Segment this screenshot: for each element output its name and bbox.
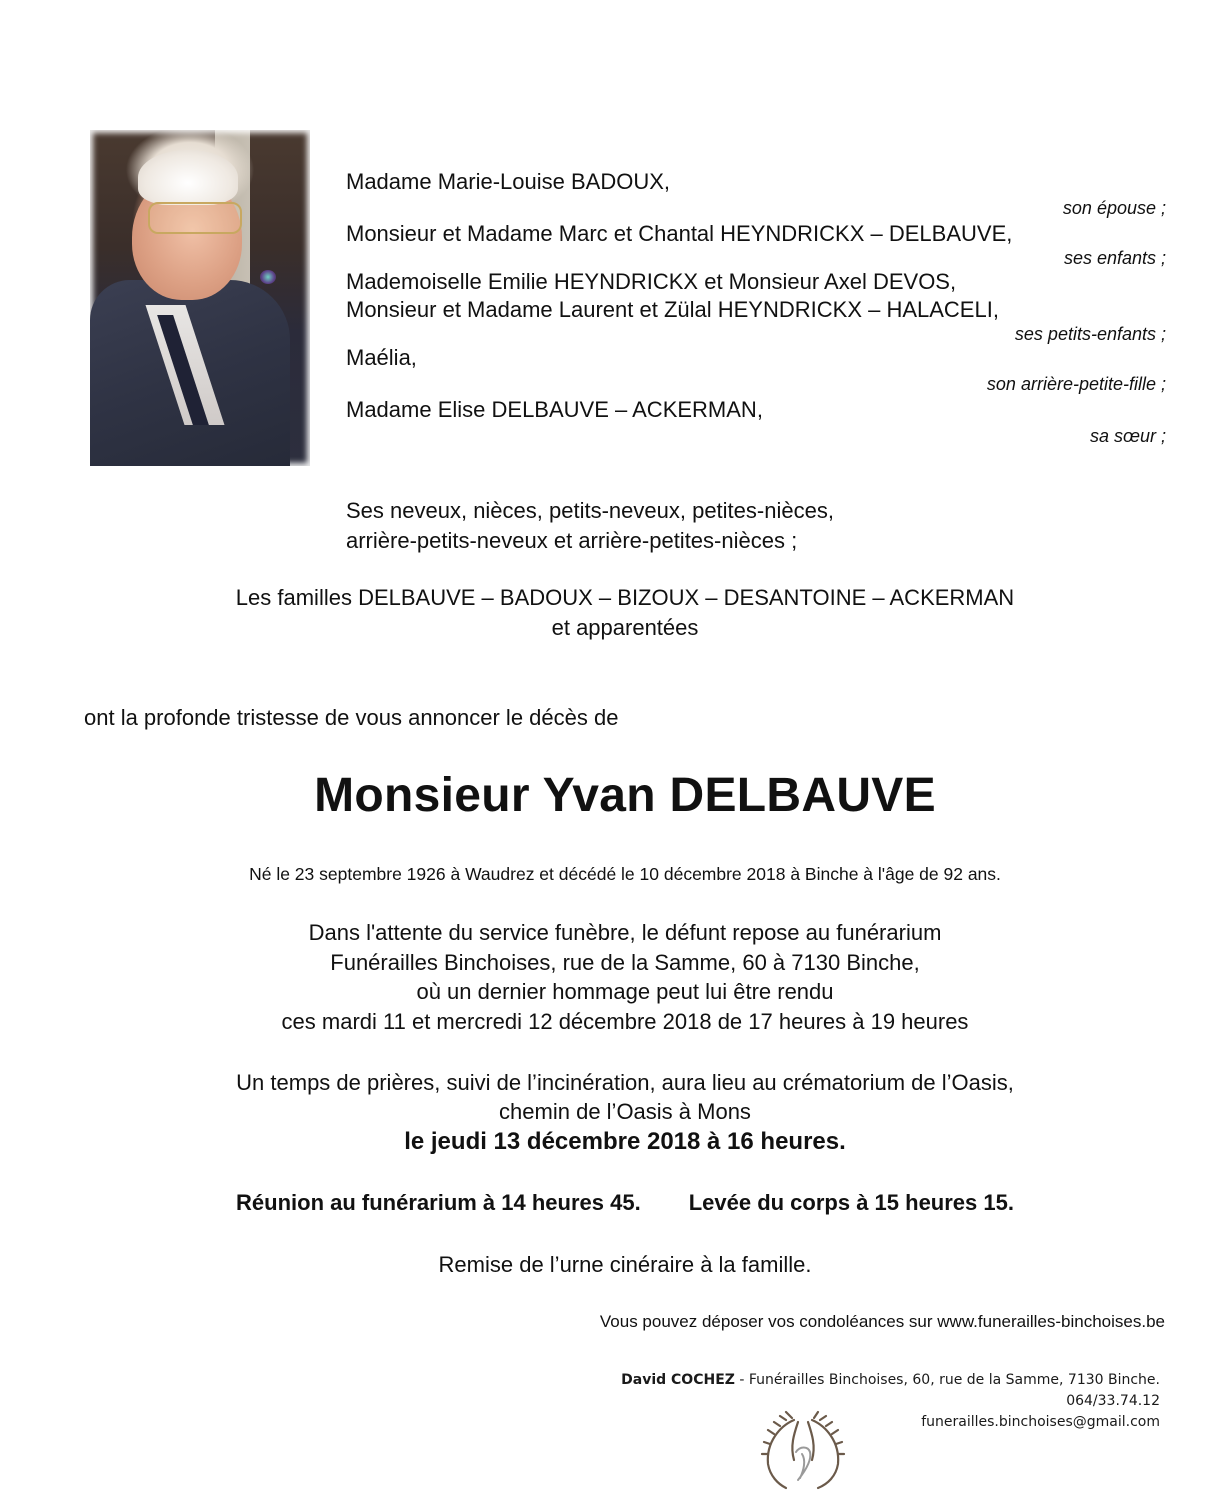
family-member-grandchild-2: Monsieur et Madame Laurent et Zülal HEYNDRICKX – HALACELI, — [346, 297, 999, 322]
funeral-director-contact — [621, 1370, 1160, 1433]
relation-spouse: son épouse ; — [1062, 198, 1166, 218]
visitation-line: ces mardi 11 et mercredi 12 décembre 2018 de 17 heures à 19 heures — [281, 1008, 969, 1034]
nephews-block — [346, 496, 834, 556]
contact-address-line — [621, 1370, 1160, 1391]
director-name: David COCHEZ — [621, 1372, 735, 1388]
contact-phone: 064/33.74.12 — [1066, 1393, 1160, 1409]
families-line: Les familles DELBAUVE – BADOUX – BIZOUX – DESANTOINE – ACKERMAN — [235, 585, 1015, 610]
deceased-portrait — [90, 130, 310, 466]
phoenix-logo-icon — [756, 1408, 848, 1494]
deceased-name: Monsieur Yvan DELBAUVE — [314, 769, 936, 822]
relation-grandchildren: ses petits-enfants ; — [1014, 324, 1166, 344]
announcement-intro: ont la profonde tristesse de vous annoncer le décès de — [84, 705, 619, 730]
director-address: - Funérailles Binchoises, 60, rue de la Samme, 7130 Binche. — [734, 1372, 1160, 1388]
meeting-time: Réunion au funérarium à 14 heures 45. — [236, 1190, 641, 1215]
nephews-line: Ses neveux, nièces, petits-neveux, petites-nièces, — [346, 498, 834, 523]
ceremony-block — [0, 1068, 1214, 1158]
family-member-spouse: Madame Marie-Louise BADOUX, — [346, 169, 671, 194]
logo-right-wing — [812, 1420, 838, 1488]
family-member-grandchild-1: Mademoiselle Emilie HEYNDRICKX et Monsieur Axel DEVOS, — [346, 269, 957, 294]
visitation-line: où un dernier hommage peut lui être rendu — [416, 979, 834, 1004]
contact-email: funerailles.binchoises@gmail.com — [921, 1414, 1160, 1430]
visitation-block — [0, 918, 1214, 1036]
family-list — [346, 168, 1166, 448]
portrait-background-lights — [260, 270, 276, 284]
family-member-great-grandchild: Maélia, — [346, 345, 417, 370]
portrait-glasses — [148, 202, 242, 234]
visitation-line: Funérailles Binchoises, rue de la Samme, 60 à 7130 Binche, — [330, 949, 920, 975]
ceremony-line: chemin de l’Oasis à Mons — [499, 1099, 751, 1124]
relation-sister: sa sœur ; — [1089, 426, 1166, 446]
ceremony-line: Un temps de prières, suivi de l’incinération, aura lieu au crématorium de l’Oasis, — [236, 1070, 1014, 1095]
relation-great-grandchild: son arrière-petite-fille ; — [986, 374, 1166, 394]
departure-time: Levée du corps à 15 heures 15. — [688, 1190, 1014, 1215]
portrait-hair — [138, 150, 238, 205]
birth-death-dates: Né le 23 septembre 1926 à Waudrez et décédé le 10 décembre 2018 à Binche à l'âge de 92 ans. — [249, 864, 1001, 884]
logo-left-wing — [768, 1420, 794, 1488]
relation-children: ses enfants ; — [1063, 248, 1166, 268]
logo-bird-body — [796, 1448, 810, 1481]
urn-notice: Remise de l’urne cinéraire à la famille. — [438, 1252, 812, 1277]
family-member-children: Monsieur et Madame Marc et Chantal HEYNDRICKX – DELBAUVE, — [346, 221, 1013, 246]
ceremony-date: le jeudi 13 décembre 2018 à 16 heures. — [404, 1128, 846, 1155]
gatherings-line — [0, 1188, 1214, 1218]
visitation-line: Dans l'attente du service funèbre, le défunt repose au funérarium — [308, 920, 942, 945]
family-member-sister: Madame Elise DELBAUVE – ACKERMAN, — [346, 397, 763, 422]
condolences-notice: Vous pouvez déposer vos condoléances sur www.funerailles-binchoises.be — [599, 1312, 1165, 1331]
nephews-line: arrière-petits-neveux et arrière-petites-nièces ; — [346, 528, 798, 553]
families-line: et apparentées — [551, 615, 699, 640]
families-block — [0, 583, 1214, 643]
